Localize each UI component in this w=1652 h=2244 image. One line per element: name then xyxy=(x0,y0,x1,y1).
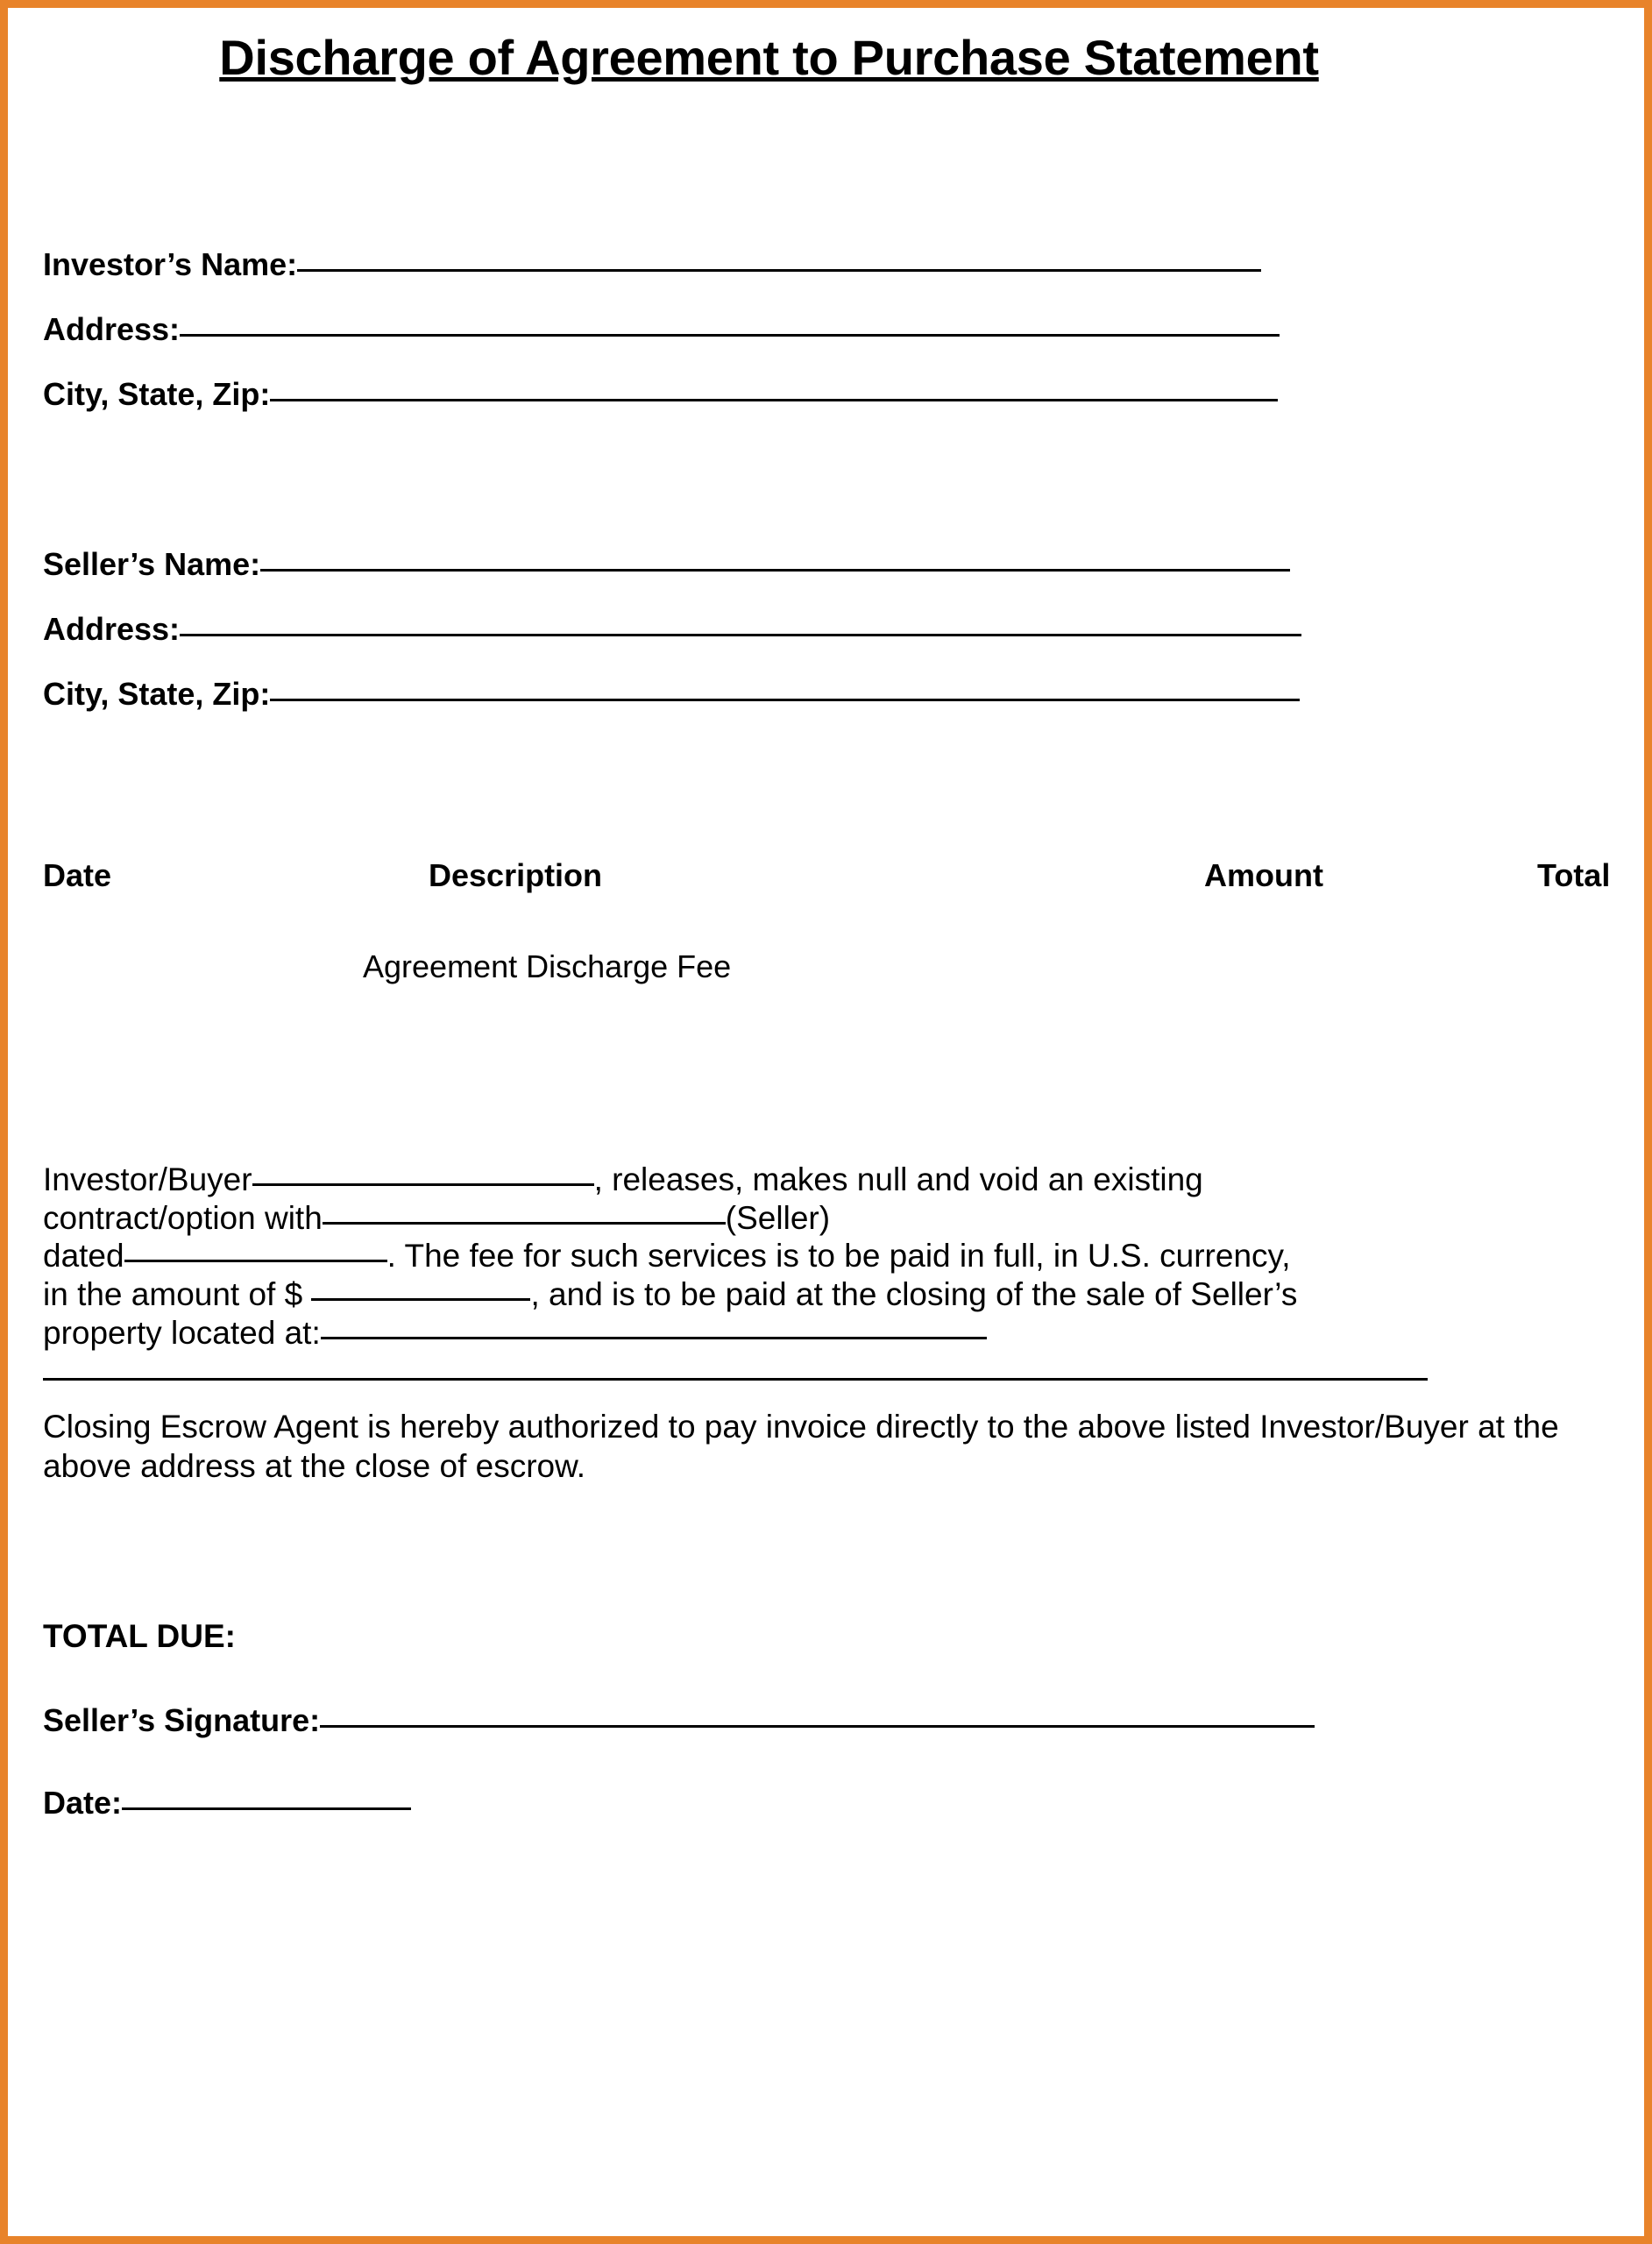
seller-address-label: Address: xyxy=(43,611,181,647)
seller-address-row xyxy=(25,611,1592,647)
table-row xyxy=(25,948,1592,985)
signature-date-label: Date: xyxy=(43,1784,123,1821)
amount-blank[interactable] xyxy=(311,1298,530,1301)
investor-address-label: Address: xyxy=(43,311,181,347)
release-seg-fee-terms: . The fee for such services is to be paid in full, in U.S. currency, xyxy=(386,1238,1291,1275)
investor-address-row xyxy=(25,311,1592,347)
investor-address-input-rule[interactable] xyxy=(180,334,1280,337)
column-header-total: Total xyxy=(1537,857,1611,893)
investor-buyer-blank[interactable] xyxy=(252,1183,594,1186)
release-seg-investor-buyer: Investor/Buyer xyxy=(43,1161,252,1197)
page-title: Discharge of Agreement to Purchase Statement xyxy=(219,30,1319,85)
investor-name-label: Investor’s Name: xyxy=(43,246,298,282)
seller-signature-input-rule[interactable] xyxy=(320,1725,1315,1728)
property-address-blank[interactable] xyxy=(321,1337,987,1339)
seller-address-input-rule[interactable] xyxy=(180,634,1301,636)
release-seg-dated: dated xyxy=(43,1238,124,1275)
seller-name-row xyxy=(25,546,1592,582)
release-seg-seller-tag: (Seller) xyxy=(725,1199,831,1236)
release-paragraph xyxy=(25,1161,1592,1352)
spacer-before-table xyxy=(25,743,1592,857)
investor-citystatezip-label: City, State, Zip: xyxy=(43,376,271,412)
signature-date-row xyxy=(25,1785,1592,1821)
investor-citystatezip-row xyxy=(25,376,1592,412)
signature-date-input-rule[interactable] xyxy=(122,1807,411,1810)
seller-citystatezip-input-rule[interactable] xyxy=(270,699,1300,701)
property-address-continuation-rule[interactable] xyxy=(43,1378,1428,1381)
seller-citystatezip-label: City, State, Zip: xyxy=(43,676,271,712)
release-seg-property-located: property located at: xyxy=(43,1314,321,1351)
document-body xyxy=(8,8,1644,2236)
release-seg-amount-of: in the amount of $ xyxy=(43,1275,303,1312)
seller-signature-row xyxy=(25,1702,1592,1739)
investor-name-input-rule[interactable] xyxy=(297,269,1261,272)
investor-citystatezip-input-rule[interactable] xyxy=(270,399,1278,401)
spacer-between-parties xyxy=(25,444,1592,549)
seller-citystatezip-row xyxy=(25,678,1592,710)
dated-blank[interactable] xyxy=(124,1260,387,1262)
spacer-before-release xyxy=(25,985,1592,1161)
line-item-description: Agreement Discharge Fee xyxy=(363,948,732,984)
investor-name-row xyxy=(25,246,1592,282)
column-header-description: Description xyxy=(429,857,603,893)
seller-contract-blank[interactable] xyxy=(323,1222,726,1225)
seller-name-input-rule[interactable] xyxy=(260,569,1290,572)
total-due-label: TOTAL DUE: xyxy=(43,1617,236,1654)
column-header-date: Date xyxy=(43,857,112,893)
column-header-amount: Amount xyxy=(1204,857,1323,893)
escrow-paragraph: Closing Escrow Agent is hereby authorized to pay invoice directly to the above listed Investor/Buyer at the above address at the close of escrow. xyxy=(43,1409,1559,1485)
fee-table-header xyxy=(25,857,1611,910)
release-seg-closing: , and is to be paid at the closing of the sale of Seller’s xyxy=(530,1275,1298,1312)
spacer-top xyxy=(25,86,1592,249)
investor-fields-group xyxy=(25,246,1592,412)
seller-signature-label: Seller’s Signature: xyxy=(43,1701,321,1738)
release-seg-releases: , releases, makes null and void an existing xyxy=(593,1161,1203,1197)
release-seg-contract-option: contract/option with xyxy=(43,1199,323,1236)
seller-name-label: Seller’s Name: xyxy=(43,546,261,582)
seller-fields-group xyxy=(25,546,1592,712)
